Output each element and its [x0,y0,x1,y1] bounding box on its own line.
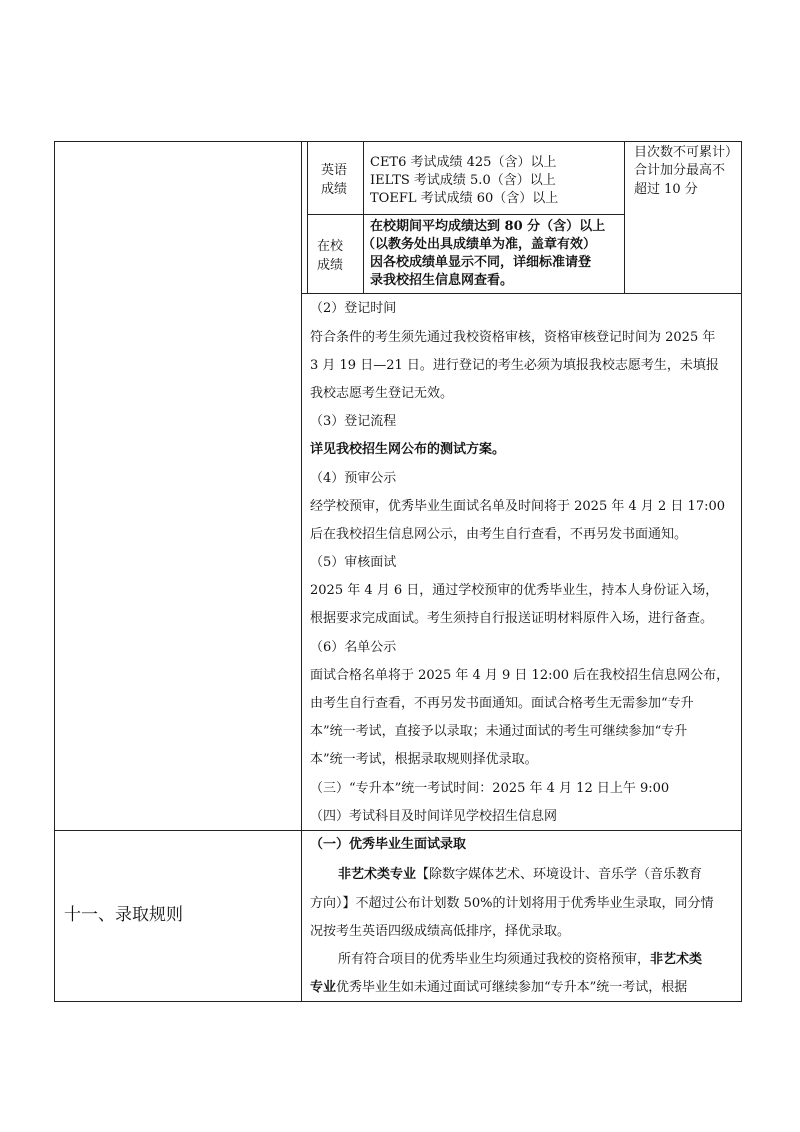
body-line: 详见我校招生网公布的测试方案。 [310,442,506,457]
campus-score-label-2: 成绩 [317,258,344,273]
table-border-top [54,141,742,142]
body-line: 2025 年 4 月 6 日，通过学校预审的优秀毕业生，持本人身份证入场， [310,583,719,598]
subtable-row-divider [307,214,625,215]
plain-text: 【除数字媒体艺术、环境设计、音乐学（音乐教育 [416,867,703,882]
body-line: 经学校预审，优秀毕业生面试名单及时间将于 2025 年 4 月 2 日 17:00 [310,499,726,514]
emphasis-text: 专业 [310,980,337,995]
body-line: 根据要求完成面试。考生须持自行报送证明材料原件入场，进行备查。 [310,611,714,626]
section-heading: 十一、录取规则 [64,905,183,925]
english-score-line-1: CET6 考试成绩 425（含）以上 [370,155,557,170]
campus-score-label-1: 在校 [317,239,344,254]
subtable-left-border [307,141,308,294]
body-line: 本”统一考试，根据录取规则择优录取。 [310,752,538,767]
plain-text: 所有符合项目的优秀毕业生均须通过我校的资格预审， [338,952,651,967]
paragraph-line [310,981,687,995]
plain-text: 优秀毕业生如未通过面试可继续参加“专升本”统一考试，根据 [336,980,688,995]
body-line: （6）名单公示 [310,640,397,655]
table-border-bottom [54,1001,742,1002]
right-note-line-3: 超过 10 分 [634,182,698,197]
paragraph-line: 方向）】不超过公布计划数 50%的计划将用于优秀毕业生录取，同分情 [310,896,714,911]
emphasis-text: 非艺术类专业 [338,867,417,882]
table-column-divider [301,141,302,1002]
table-row-divider [54,830,742,831]
body-line: （4）预审公示 [310,471,397,486]
body-line: （四）考试科目及时间详见学校招生信息网 [310,809,558,824]
paragraph-line: 况按考生英语四级成绩高低排序，择优录取。 [310,924,571,939]
body-line: 后在我校招生信息网公示，由考生自行查看，不再另发书面通知。 [310,527,688,542]
right-note-line-1: 目次数不可累计） [634,145,739,160]
campus-score-line-2: （以教务处出具成绩单为准，盖章有效） [362,237,597,252]
right-note-line-2: 合计加分最高不 [634,163,726,178]
paragraph-line [338,953,702,967]
campus-score-line-4: 录我校招生信息网查看。 [370,273,514,288]
english-score-label-1: 英语 [321,163,348,178]
body-line: （5）审核面试 [310,555,397,570]
body-line: （三）“专升本”统一考试时间：2025 年 4 月 12 日上午 9:00 [310,781,670,796]
body-line: 我校志愿考生登记无效。 [310,386,454,401]
subsection-heading: （一）优秀毕业生面试录取 [310,837,467,852]
subtable-col-divider-1 [363,141,364,294]
english-score-line-3: TOEFL 考试成绩 60（含）以上 [370,191,559,206]
body-line: 本”统一考试，直接予以录取；未通过面试的考生可继续参加“专升 [310,724,688,739]
english-score-label-2: 成绩 [321,182,348,197]
paragraph-line [338,868,702,882]
table-border-right [741,141,742,1002]
body-line: 面试合格名单将于 2025 年 4 月 9 日 12:00 后在我校招生信息网公布， [310,668,730,683]
subtable-col-divider-2 [624,141,625,294]
body-line: 由考生自行查看，不再另发书面通知。面试合格考生无需参加“专升 [310,696,694,711]
body-line: （2）登记时间 [310,301,397,316]
english-score-line-2: IELTS 考试成绩 5.0（含）以上 [370,173,556,188]
table-border-left [54,141,55,1002]
subtable-bottom-border [301,293,742,294]
body-line: 3 月 19 日—21 日。进行登记的考生必须为填报我校志愿考生，未填报 [310,358,719,373]
campus-score-line-3: 因各校成绩单显示不同，详细标准请登 [370,255,592,270]
body-line: 符合条件的考生须先通过我校资格审核，资格审核登记时间为 2025 年 [310,330,716,345]
campus-score-line-1: 在校期间平均成绩达到 80 分（含）以上 [370,219,606,234]
emphasis-text: 非艺术类 [650,952,703,967]
body-line: （3）登记流程 [310,414,397,429]
